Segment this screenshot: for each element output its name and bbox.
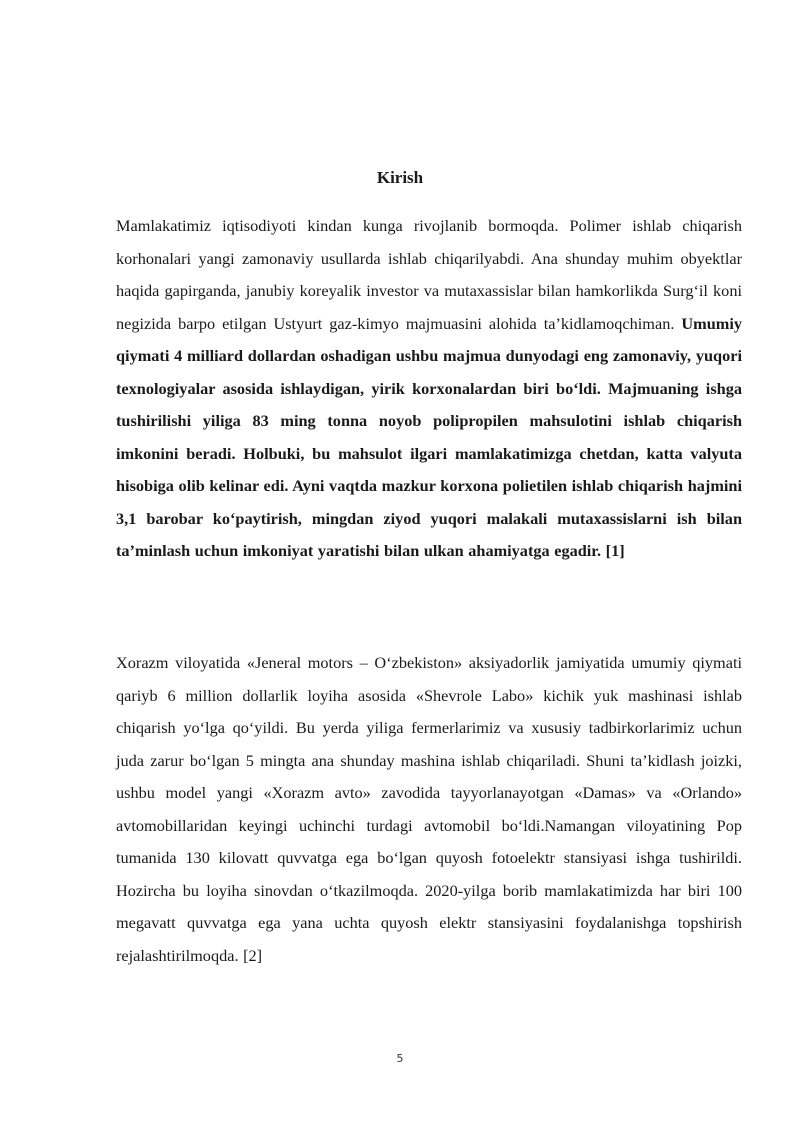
paragraph-1-bold-text: Umumiy qiymati 4 milliard dollardan oshadigan ushbu majmua dunyodagi eng zamonaviy, yuqori texnologiyalar asosida ishlaydigan, yirik korxonalardan biri bo‘ldi. Majmuaning ishga tushirilishi yiliga 83 ming tonna noyob polipropilen mahsulotini ishlab chiqarish imkonini beradi. Holbuki, bu mahsulot ilgari mamlakatimizga chetdan, katta valyuta hisobiga olib kelinar edi. Ayni vaqtda mazkur korxona polietilen ishlab chiqarish hajmini 3,1 barobar ko‘paytirish, mingdan ziyod yuqori malakali mutaxassislarni ish bilan ta’minlash uchun imkoniyat yaratishi bilan ulkan ahamiyatga egadir. [1] — [116, 313, 742, 560]
paragraph-1-normal-text: Mamlakatimiz iqtisodiyoti kindan kunga rivojlanib bormoqda. Polimer ishlab chiqarish korhonalari yangi zamonaviy usullarda ishlab chiqarilyabdi. Ana shunday muhim obyektlar haqida gapirganda, janubiy koreyalik investor va mutaxassislar bilan hamkorlikda Surg‘il koni negizida barpo etilgan Ustyurt gaz-kimyo majmuasini alohida ta’kidlamoqchiman. — [116, 216, 742, 333]
section-heading: Kirish — [376, 168, 424, 187]
page-number: 5 — [396, 1052, 404, 1065]
paragraph-2: Xorazm viloyatida «Jeneral motors – O‘zbekiston» aksiyadorlik jamiyatida umumiy qiymati qariyb 6 million dollarlik loyiha asosida «Shevrole Labo» kichik yuk mashinasi ishlab chiqarish yo‘lga qo‘yildi. Bu yerda yiliga fermerlarimiz va xususiy tadbirkorlarimiz uchun juda zarur bo‘lgan 5 mingta ana shunday mashina ishlab chiqariladi. Shuni ta’kidlash joizki, ushbu model yangi «Xorazm avto» zavodida tayyorlanayotgan «Damas» va «Orlando» avtomobillaridan keyingi uchinchi turdagi avtomobil bo‘ldi.Namangan viloyatining Pop tumanida 130 kilovatt quvvatga ega bo‘lgan quyosh fotoelektr stansiyasi ishga tushirildi. Hozircha bu loyiha sinovdan o‘tkazilmoqda. 2020-yilga borib mamlakatimizda har biri 100 megavatt quvvatga ega yana uchta quyosh elektr stansiyasini foydalanishga topshirish rejalashtirilmoqda. [2] — [116, 653, 742, 965]
paragraph-1 — [116, 210, 742, 568]
